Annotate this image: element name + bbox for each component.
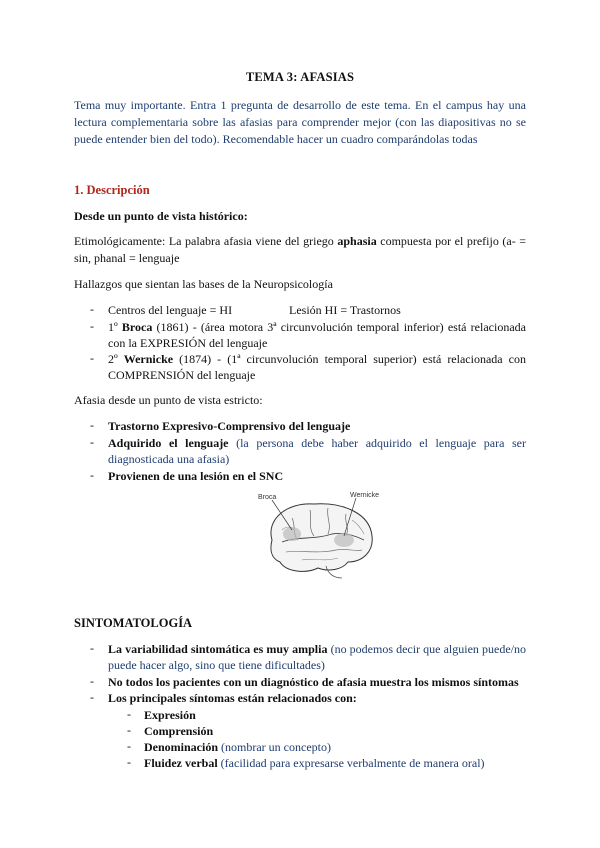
sublist-item-bold: Denominación xyxy=(144,740,219,754)
list-item-bold: La variabilidad sintomática es muy amplia xyxy=(108,642,328,656)
list-item-text: (1861) - (área motora 3ª circunvolución temporal inferior) está relacionada con la EXPRESIÓN del lenguaje xyxy=(108,320,526,350)
sublist-item-bold: Fluidez verbal xyxy=(144,756,218,770)
page-title: TEMA 3: AFASIAS xyxy=(245,70,355,84)
etymology-suffix: compuesta por el prefijo (a- = sin, phanal = lenguaje xyxy=(74,234,526,265)
sublist-item-comprension xyxy=(144,723,524,739)
symptom-heading: SINTOMATOLOGÍA xyxy=(74,616,193,630)
figure-label-wernicke: Wernicke xyxy=(350,492,380,499)
list-item-bold: Trastorno Expresivo-Comprensivo del lenguaje xyxy=(108,419,351,433)
list-item-strict-3 xyxy=(108,468,526,484)
sublist-bullet: - xyxy=(127,755,131,769)
list-item-centros xyxy=(108,302,526,318)
sublist-item-note: (facilidad para expresarse verbalmente de manera oral) xyxy=(217,756,485,770)
list-item-note: (no podemos decir que alguien puede/no puede hacer algo, sino que tiene dificultades) xyxy=(108,642,526,672)
list-item-left: Centros del lenguaje = HI xyxy=(108,303,233,317)
section-heading-descripcion: 1. Descripción xyxy=(74,183,150,197)
strict-heading: Afasia desde un punto de vista estricto: xyxy=(74,393,263,407)
list-item-broca xyxy=(108,319,526,351)
list-bullet: - xyxy=(90,690,94,704)
sublist-item-expresion xyxy=(144,707,524,723)
list-bullet: - xyxy=(90,468,94,482)
etymology-paragraph xyxy=(74,233,526,267)
list-item-number: 1º xyxy=(108,320,122,334)
list-item-symptom-3 xyxy=(108,690,526,706)
sublist-item-fluidez xyxy=(144,755,524,771)
list-item-bold: Provienen de una lesión en el SNC xyxy=(108,469,284,483)
sublist-bullet: - xyxy=(127,723,131,737)
sublist-bullet: - xyxy=(127,739,131,753)
intro-note: Tema muy importante. Entra 1 pregunta de desarrollo de este tema. En el campus hay una lectura complementaria sobre las afasias para comprender mejor (con las diapositivas no se puede entender bien del todo). Recomendable hacer un cuadro comparándolas todas xyxy=(74,98,526,146)
list-bullet: - xyxy=(90,319,94,333)
list-item-wernicke xyxy=(108,351,526,383)
list-item-bold: Wernicke xyxy=(123,352,174,366)
brain-illustration xyxy=(252,490,382,582)
list-bullet: - xyxy=(90,302,94,316)
historic-heading: Desde un punto de vista histórico: xyxy=(74,209,248,223)
list-item-note: (la persona debe haber adquirido el lenguaje para ser diagnosticada una afasia) xyxy=(108,436,526,466)
list-item-bold: Adquirido el lenguaje xyxy=(108,436,229,450)
list-item-strict-2 xyxy=(108,435,526,467)
list-bullet: - xyxy=(90,435,94,449)
list-bullet: - xyxy=(90,351,94,365)
hallazgos-paragraph: Hallazgos que sientan las bases de la Neuropsicología xyxy=(74,277,333,291)
list-item-right: Lesión HI = Trastornos xyxy=(289,303,401,317)
list-item-strict-1 xyxy=(108,418,526,434)
list-item-text: (1874) - (1ª circunvolución temporal superior) está relacionada con COMPRENSIÓN del lenguaje xyxy=(108,352,526,382)
list-item-symptom-1 xyxy=(108,641,526,673)
list-bullet: - xyxy=(90,418,94,432)
sublist-item-bold: Expresión xyxy=(144,708,196,722)
list-bullet: - xyxy=(90,674,94,688)
sublist-item-note: (nombrar un concepto) xyxy=(218,740,331,754)
list-item-bold: No todos los pacientes con un diagnóstico de afasia muestra los mismos síntomas xyxy=(108,675,519,689)
list-item-bold: Broca xyxy=(121,320,153,334)
figure-label-broca: Broca xyxy=(258,494,277,501)
list-item-number: 2º xyxy=(108,352,124,366)
etymology-term: aphasia xyxy=(337,234,377,248)
list-item-bold: Los principales síntomas están relacionados con: xyxy=(108,691,357,705)
list-bullet: - xyxy=(90,641,94,655)
sublist-item-denominacion xyxy=(144,739,524,755)
etymology-prefix: Etimológicamente: La palabra afasia viene del griego xyxy=(74,234,338,248)
sublist-bullet: - xyxy=(127,707,131,721)
brain-figure xyxy=(252,490,382,582)
list-item-symptom-2 xyxy=(108,674,526,690)
sublist-item-bold: Comprensión xyxy=(144,724,214,738)
